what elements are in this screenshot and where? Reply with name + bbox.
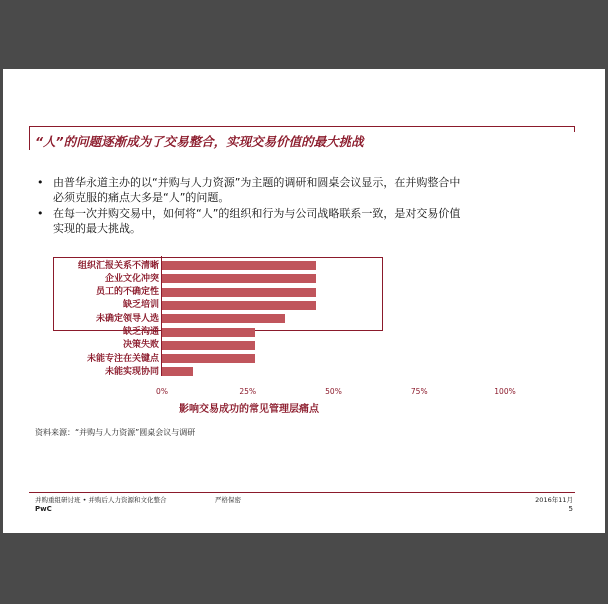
- x-axis-label: 影响交易成功的常见管理层痛点: [179, 404, 319, 415]
- pain-points-bar-chart: [3, 69, 605, 533]
- bar: [162, 354, 255, 363]
- bar: [162, 328, 255, 337]
- bar: [162, 288, 316, 297]
- x-tick-label: 0%: [156, 387, 168, 396]
- category-label: 缺乏培训: [122, 300, 159, 311]
- category-label: 未确定领导人选: [95, 313, 159, 324]
- footer-date: 2016年11月: [535, 496, 573, 504]
- source-note: 资料来源：“并购与人力资源”圆桌会议与调研: [35, 428, 196, 437]
- bullet-dot: •: [37, 207, 44, 220]
- slide: [3, 69, 605, 533]
- category-label: 员工的不确定性: [95, 287, 159, 298]
- bullet-dot: •: [37, 176, 44, 189]
- x-tick-label: 100%: [494, 387, 516, 396]
- footer-rule: [29, 492, 575, 493]
- footer-page-number: 5: [568, 505, 573, 513]
- bar: [162, 341, 255, 350]
- category-label: 决策失败: [122, 340, 159, 351]
- category-label: 组织汇报关系不清晰: [77, 260, 159, 271]
- bullet-line: 实现的最大挑战。: [53, 222, 141, 235]
- bar: [162, 367, 193, 376]
- category-label: 缺乏沟通: [122, 327, 159, 337]
- footer-course-title: 并购重组研讨班 • 并购后人力资源和文化整合: [35, 496, 167, 504]
- category-label: 未能专注在关键点: [86, 353, 159, 364]
- bar: [162, 274, 316, 283]
- bar: [162, 261, 316, 270]
- x-tick-label: 50%: [325, 387, 342, 396]
- bullet-line: 由普华永道主办的以“并购与人力资源”为主题的调研和圆桌会议显示，在并购整合中: [53, 176, 461, 189]
- bullet-line: 必须克服的痛点大多是“人”的问题。: [53, 191, 230, 204]
- bar: [162, 314, 285, 323]
- category-label: 企业文化冲突: [104, 273, 159, 284]
- x-tick-label: 25%: [239, 387, 257, 396]
- footer-confidential: 严格保密: [215, 496, 241, 504]
- slide-title: “人”的问题逐渐成为了交易整合，实现交易价值的最大挑战: [35, 134, 364, 149]
- x-tick-label: 75%: [410, 387, 428, 396]
- category-label: 未能实现协同: [104, 366, 159, 377]
- bar: [162, 301, 316, 310]
- bullet-line: 在每一次并购交易中，如何将“人”的组织和行为与公司战略联系一致，是对交易价值: [53, 207, 461, 220]
- footer-brand: PwC: [35, 505, 52, 513]
